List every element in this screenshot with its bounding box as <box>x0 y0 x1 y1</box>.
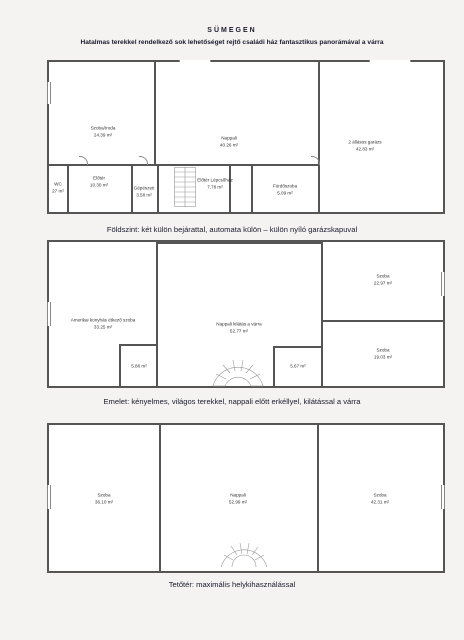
floor-plan-ground <box>47 60 445 214</box>
room-label: Előtér 10.30 m² <box>89 175 109 188</box>
floor-caption: Tetőtér: maximális helykihasználással <box>168 580 296 589</box>
room-label: Nappali 40.26 m² <box>219 135 239 148</box>
room-label: Előtér Lépcsőház 7.78 m² <box>197 177 233 190</box>
spiral-stairs-icon <box>217 525 271 569</box>
room-label: Szoba 22.97 m² <box>373 273 393 286</box>
stairs-icon <box>174 167 196 207</box>
room-label: Szoba 36.10 m² <box>94 492 114 505</box>
room-label: 5.86 m² <box>131 363 147 369</box>
room-label: Szoba 42.31 m² <box>370 492 390 505</box>
room-label: Amerikai konyhás étkező szoba 33.25 m² <box>70 317 136 330</box>
floor-plan-attic <box>47 423 445 573</box>
spiral-stairs-icon <box>209 342 267 388</box>
page-subtitle: Hatalmas terekkel rendelkező sok lehetőséget rejtő családi ház fantasztikus panorámával a várra <box>80 39 384 46</box>
floor-caption: Emelet: kényelmes, világos terekkel, nappali előtt erkéllyel, kilátással a várra <box>103 397 361 406</box>
room-label: 2 állásos garázs 42.83 m² <box>348 139 382 152</box>
room-label: Szoba 19.03 m² <box>373 347 393 360</box>
room-label: WC 27 m² <box>52 181 64 194</box>
room-label: Fürdőszoba 5.09 m² <box>272 183 298 196</box>
room-label: Nappali 52.99 m² <box>228 492 248 505</box>
room-label: Gépészeti 3.58 m² <box>133 185 155 198</box>
floor-plan-upper <box>47 240 445 388</box>
floor-caption: Földszint: két külön bejárattal, automata külön – külön nyíló garázskapuval <box>106 225 358 234</box>
room-label: 5.67 m² <box>290 363 306 369</box>
room-label: Szoba/Iroda 24.39 m² <box>90 125 116 138</box>
page-title: SÜMEGEN <box>207 27 257 34</box>
room-label: Nappali kilátás a várra 52.77 m² <box>216 321 262 334</box>
